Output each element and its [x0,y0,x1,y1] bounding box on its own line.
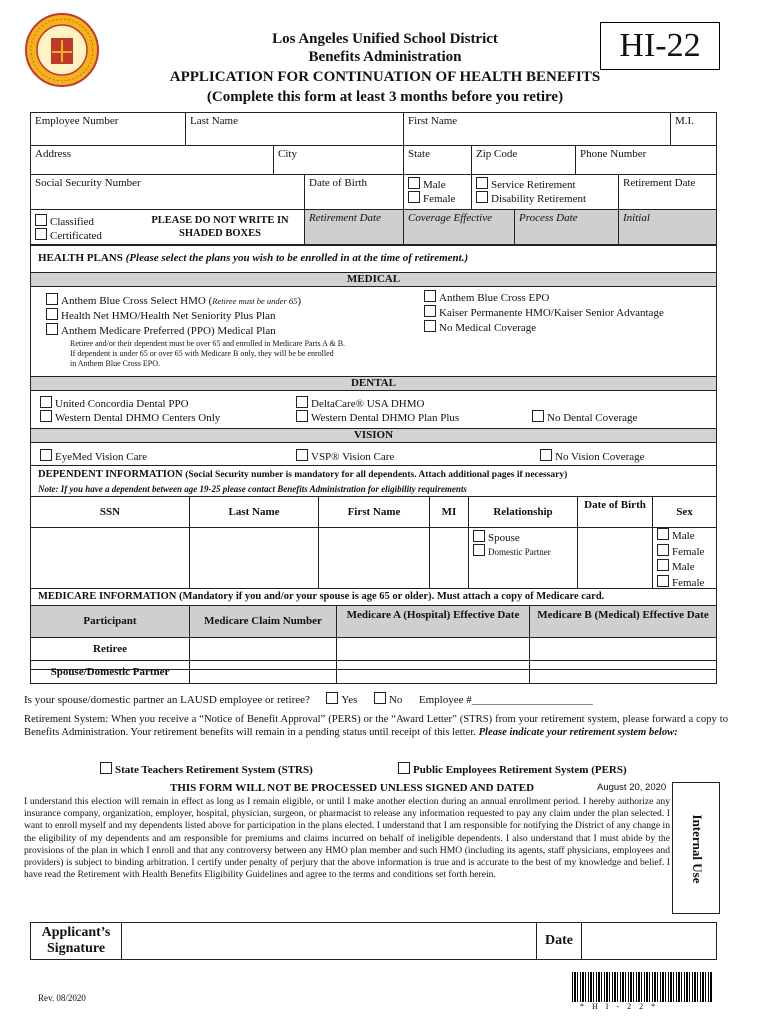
col-first-name: First Name [318,496,430,528]
retirement-type-field: Service Retirement Disability Retirement [471,174,619,210]
united-concordia-checkbox[interactable] [40,396,52,408]
yes-checkbox[interactable] [326,692,338,704]
col-dob: Date of Birth [577,496,653,528]
no-vision-checkbox[interactable] [540,449,552,461]
plan-western-centers: Western Dental DHMO Centers Only [40,410,220,424]
dep-first-cell[interactable] [318,527,430,589]
medicare-row-retiree: Retiree [30,637,190,661]
retiree-claim-cell[interactable] [189,637,337,661]
medicare-heading: MEDICARE INFORMATION (Mandatory if you and/or your spouse is age 65 or older). Must attach a copy of Medicare card. [38,591,605,602]
last-name-field[interactable]: Last Name [185,112,404,146]
plan-deltacare: DeltaCare® USA DHMO [296,396,424,410]
dep-relationship-cell: Spouse Domestic Partner [468,527,578,589]
shade-initial: Initial [618,209,717,245]
spouse-question: Is your spouse/domestic partner an LAUSD employee or retiree? Yes No Employee #______________________ [24,694,593,706]
revision-label: Rev. 08/2020 [38,993,86,1003]
anthem-epo-checkbox[interactable] [424,290,436,302]
eyemed-checkbox[interactable] [40,449,52,461]
signed-dated-heading: THIS FORM WILL NOT BE PROCESSED UNLESS SIGNED AND DATED [170,782,535,794]
city-field[interactable]: City [273,145,404,175]
disability-retirement-checkbox[interactable] [476,191,488,203]
medical-bar: MEDICAL [30,272,717,287]
vision-bar: VISION [30,428,717,443]
plan-vsp: VSP® Vision Care [296,449,394,463]
pers-option: Public Employees Retirement System (PERS) [398,762,627,776]
dep-dob-cell[interactable] [577,527,653,589]
barcode-text: * H I - 2 2 * [580,1002,659,1011]
employee-number-line[interactable]: Employee #______________________ [418,694,593,706]
shade-coverage-effective: Coverage Effective [403,209,515,245]
plan-kaiser: Kaiser Permanente HMO/Kaiser Senior Advantage [424,305,664,319]
dep-last-cell[interactable] [189,527,319,589]
anthem-hmo-checkbox[interactable] [46,293,58,305]
plan-united-concordia: United Concordia Dental PPO [40,396,189,410]
dependent-note: Note: If you have a dependent between age 19-25 please contact Benefits Administration for eligibility requirements [38,484,467,494]
spouse-b-cell[interactable] [529,660,717,684]
signature-label: Applicant’s Signature [30,922,122,960]
male-checkbox[interactable] [408,177,420,189]
service-retirement-checkbox[interactable] [476,177,488,189]
dep-male-checkbox-1[interactable] [657,528,669,540]
dep-mi-cell[interactable] [429,527,469,589]
kaiser-checkbox[interactable] [424,305,436,317]
signature-date-field[interactable] [581,922,717,960]
spouse-claim-cell[interactable] [189,660,337,684]
col-claim-number: Medicare Claim Number [189,605,337,638]
form-number: HI-22 [600,22,720,70]
col-medicare-a: Medicare A (Hospital) Effective Date [336,605,530,638]
retiree-b-cell[interactable] [529,637,717,661]
dental-bar: DENTAL [30,376,717,391]
retiree-a-cell[interactable] [336,637,530,661]
classified-checkbox[interactable] [35,214,47,226]
dep-sex-cell: Male Female Male Female [652,527,717,589]
retirement-system-text: Retirement System: When you receive a “Notice of Benefit Approval” (PERS) or the “Award Letter” (STRS) from your retirement system, please forward a copy to Benefits Administration. Your retirement benefits will remain in a pending status until receipt of this letter. Please indicate your retirement system below: [24,714,728,738]
plan-anthem-hmo: Anthem Blue Cross Select HMO (Retiree must be under 65) [46,293,301,307]
plan-healthnet: Health Net HMO/Health Net Seniority Plus Plan [46,308,275,322]
gender-field: Male Female [403,174,472,210]
col-relationship: Relationship [468,496,578,528]
col-ssn: SSN [30,496,190,528]
no-dental-checkbox[interactable] [532,410,544,422]
col-mi: MI [429,496,469,528]
mi-field[interactable]: M.I. [670,112,717,146]
dep-female-checkbox-1[interactable] [657,544,669,556]
phone-field[interactable]: Phone Number [575,145,717,175]
state-field[interactable]: State [403,145,472,175]
first-name-field[interactable]: First Name [403,112,671,146]
medicare-note: Retiree and/or their dependent must be over 65 and enrolled in Medicare Parts A & B. If dependent is under 65 or over 65 with Medicare B only, they will be be enrolled in Anthem Blue Cross EPO. [70,339,346,368]
internal-use-box [672,782,720,914]
barcode-icon [572,972,712,1002]
dep-ssn-cell[interactable] [30,527,190,589]
dept-name: Benefits Administration [308,49,462,65]
plan-anthem-epo: Anthem Blue Cross EPO [424,290,549,304]
shade-process-date: Process Date [514,209,619,245]
col-participant: Participant [30,605,190,638]
ssn-field[interactable]: Social Security Number [30,174,305,210]
col-last-name: Last Name [189,496,319,528]
female-checkbox[interactable] [408,191,420,203]
strs-option: State Teachers Retirement System (STRS) [100,762,313,776]
retirement-date-field[interactable]: Retirement Date [618,174,717,210]
no-checkbox[interactable] [374,692,386,704]
spouse-checkbox[interactable] [473,530,485,542]
no-medical-checkbox[interactable] [424,320,436,332]
pers-checkbox[interactable] [398,762,410,774]
deltacare-checkbox[interactable] [296,396,308,408]
agreement-text: I understand this election will remain in effect as long as I remain eligible, or until I make another election during an annual enrollment period. I hereby authorize any insurance company, organization, employer, hospital, physician, surgeon, or pharmacist to release any information requested to pay any claim under the plan selected. I want to enroll myself and my dependents listed above for participation in the plans elected. I understand that I am responsible for notifying the District of any change in the eligibility of my dependents and am responsible for premiums and claims incurred on behalf of ineligible dependents. I also understand that I must abide by the provisions of the plan in which I enroll and that any controversy between any HMO plan member and such HMO (including its agents, staff physicians, employees and providers) is subject to binding arbitration. I certify under penalty of perjury that the above information is true and is accurate to the best of my knowledge and belief. I have read the Retirement with Health Benefits Eligibility Guidelines and agree to the terms and conditions set forth herein. [24,796,670,881]
zip-field[interactable]: Zip Code [471,145,576,175]
plan-no-medical: No Medical Coverage [424,320,536,334]
form-title: APPLICATION FOR CONTINUATION OF HEALTH BENEFITS [169,69,601,85]
domestic-checkbox[interactable] [473,544,485,556]
western-plus-checkbox[interactable] [296,410,308,422]
plan-no-vision: No Vision Coverage [540,449,645,463]
certificated-checkbox[interactable] [35,228,47,240]
signature-field[interactable] [121,922,537,960]
internal-use-label: Internal Use [690,814,705,884]
plan-no-dental: No Dental Coverage [532,410,637,424]
western-centers-checkbox[interactable] [40,410,52,422]
strs-checkbox[interactable] [100,762,112,774]
medicare-row-spouse: Spouse/Domestic Partner [30,660,190,684]
date-label: Date [536,922,582,960]
dependent-heading: DEPENDENT INFORMATION (Social Security number is mandatory for all dependents. Attach additional pages if necessary) [38,469,568,480]
plan-eyemed: EyeMed Vision Care [40,449,147,463]
lausd-seal-icon [24,12,100,88]
vsp-checkbox[interactable] [296,449,308,461]
dob-field[interactable]: Date of Birth [304,174,404,210]
shade-retirement-date: Retirement Date [304,209,404,245]
address-field[interactable]: Address [30,145,274,175]
form-subtitle: (Complete this form at least 3 months before you retire) [206,89,564,105]
plan-anthem-ppo: Anthem Medicare Preferred (PPO) Medical Plan [46,323,276,337]
spouse-a-cell[interactable] [336,660,530,684]
employee-number-field[interactable]: Employee Number [30,112,186,146]
district-name: Los Angeles Unified School District [272,31,498,47]
healthnet-checkbox[interactable] [46,308,58,320]
health-plans-heading: HEALTH PLANS (Please select the plans you wish to be enrolled in at the time of retirement.) [38,252,469,264]
agreement-date: August 20, 2020 [597,782,667,793]
dep-female-checkbox-2[interactable] [657,575,669,587]
anthem-ppo-checkbox[interactable] [46,323,58,335]
do-not-write-note: PLEASE DO NOT WRITE IN SHADED BOXES [151,215,289,239]
col-sex: Sex [652,496,717,528]
col-medicare-b: Medicare B (Medical) Effective Date [529,605,717,638]
plan-western-plus: Western Dental DHMO Plan Plus [296,410,459,424]
dep-male-checkbox-2[interactable] [657,559,669,571]
class-field: Classified Certificated [30,209,305,245]
